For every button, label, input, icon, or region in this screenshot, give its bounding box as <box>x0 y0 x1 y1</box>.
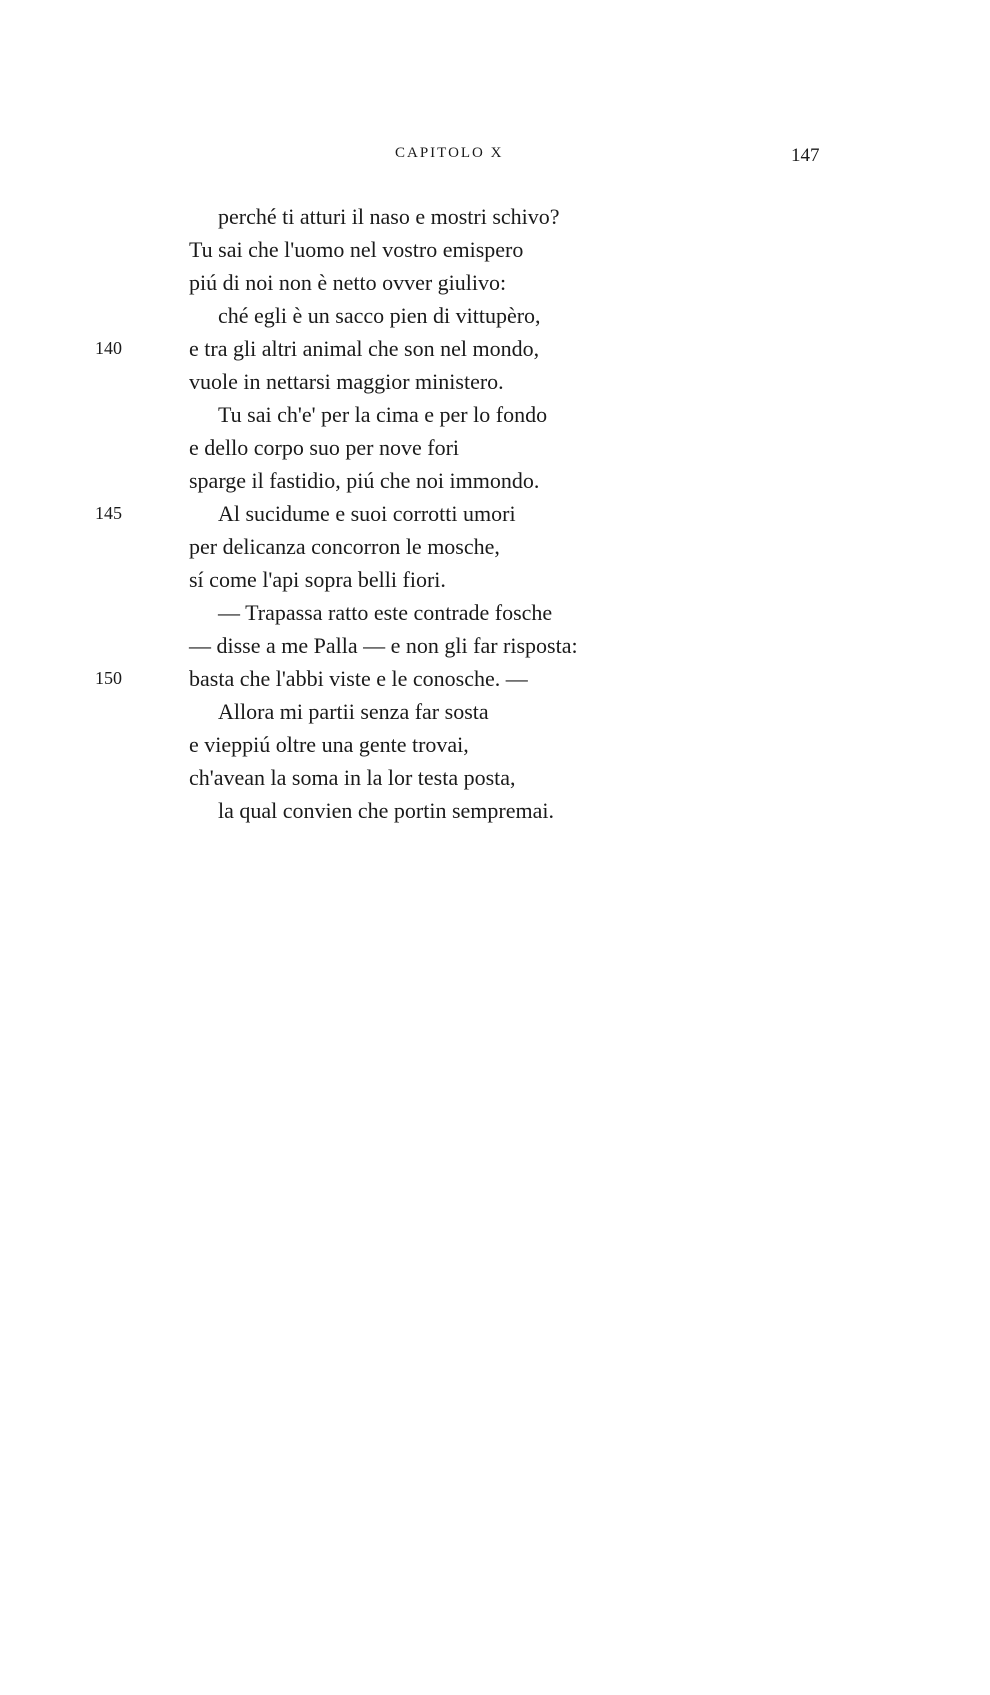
line-number: 145 <box>95 503 122 523</box>
page-number: 147 <box>791 145 820 166</box>
verse-text: sparge il fastidio, piú che noi immondo. <box>189 468 540 493</box>
verse-text: ché egli è un sacco pien di vittupèro, <box>218 303 541 328</box>
verse-line <box>0 431 990 464</box>
verse-text: Allora mi partii senza far sosta <box>218 699 489 724</box>
verse-line <box>0 563 990 596</box>
verse-text: Tu sai che l'uomo nel vostro emispero <box>189 237 524 262</box>
verse-line <box>0 662 990 695</box>
chapter-title: CAPITOLO X <box>395 145 504 161</box>
verse-line <box>0 200 990 233</box>
verse-text: — Trapassa ratto este contrade fosche <box>218 600 553 625</box>
line-number: 140 <box>95 338 122 358</box>
line-number: 150 <box>95 668 122 688</box>
verse-text: ch'avean la soma in la lor testa posta, <box>189 765 516 790</box>
running-head <box>0 145 990 169</box>
verse-line <box>0 332 990 365</box>
verse-text: basta che l'abbi viste e le conosche. — <box>189 666 528 691</box>
verse-text: e dello corpo suo per nove fori <box>189 435 460 460</box>
verse-text: sí come l'api sopra belli fiori. <box>189 567 446 592</box>
verse-line <box>0 266 990 299</box>
verse-line <box>0 695 990 728</box>
verse-block <box>0 200 990 827</box>
verse-line <box>0 299 990 332</box>
verse-line <box>0 728 990 761</box>
verse-line <box>0 398 990 431</box>
verse-line <box>0 233 990 266</box>
verse-text: per delicanza concorron le mosche, <box>189 534 500 559</box>
verse-line <box>0 596 990 629</box>
verse-line <box>0 530 990 563</box>
verse-line <box>0 629 990 662</box>
verse-text: perché ti atturi il naso e mostri schivo? <box>218 204 560 229</box>
verse-text: e tra gli altri animal che son nel mondo, <box>189 336 540 361</box>
verse-text: la qual convien che portin sempremai. <box>218 798 554 823</box>
verse-line <box>0 794 990 827</box>
verse-text: — disse a me Palla — e non gli far risposta: <box>189 633 578 658</box>
verse-line <box>0 464 990 497</box>
verse-line <box>0 761 990 794</box>
verse-text: Tu sai ch'e' per la cima e per lo fondo <box>218 402 548 427</box>
verse-text: Al sucidume e suoi corrotti umori <box>218 501 516 526</box>
verse-text: piú di noi non è netto ovver giulivo: <box>189 270 507 295</box>
verse-text: e vieppiú oltre una gente trovai, <box>189 732 469 757</box>
verse-line <box>0 497 990 530</box>
verse-line <box>0 365 990 398</box>
verse-text: vuole in nettarsi maggior ministero. <box>189 369 504 394</box>
